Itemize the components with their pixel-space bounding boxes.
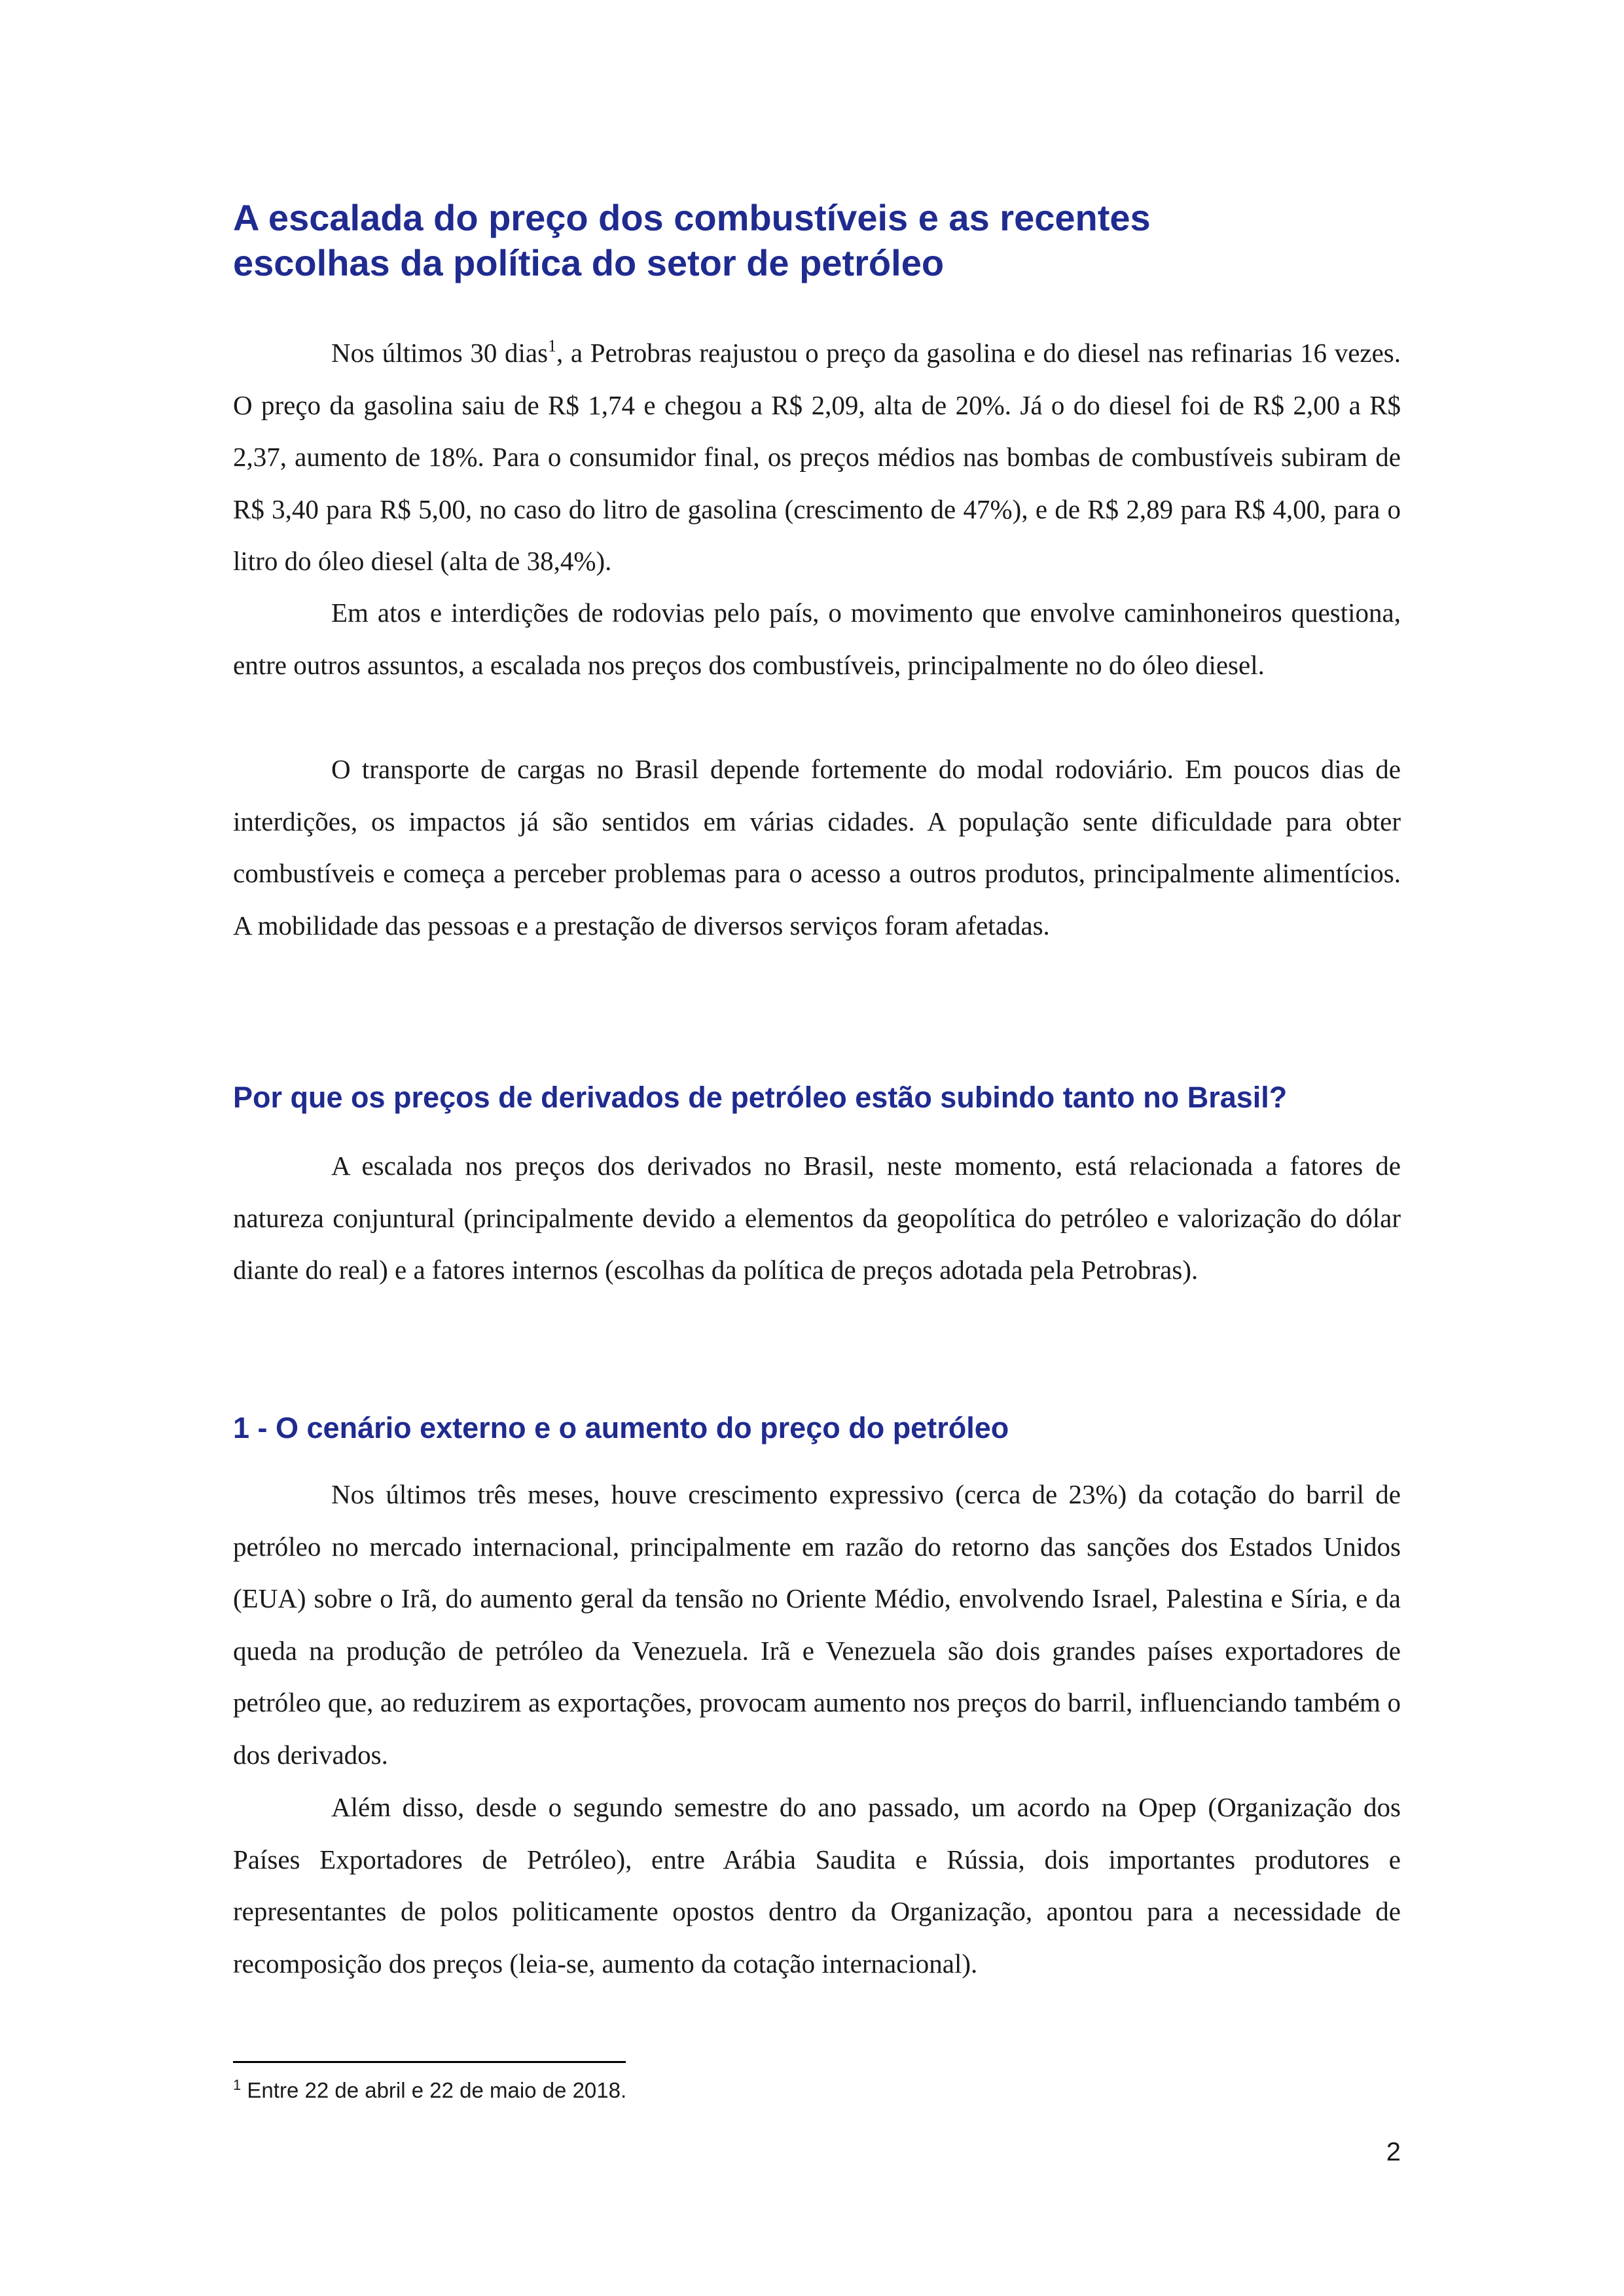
section-heading-external-scenario: 1 - O cenário externo e o aumento do preço do petróleo — [233, 1411, 1009, 1444]
footnote — [233, 2075, 1346, 2106]
section-heading-why-prices-rise: Por que os preços de derivados de petróleo estão subindo tanto no Brasil? — [233, 1081, 1288, 1114]
document-title — [233, 195, 1411, 285]
intro-p1-text-start: Nos últimos 30 dias — [331, 338, 549, 368]
intro-p1-text-end: , a Petrobras reajustou o preço da gasolina e do diesel nas refinarias 16 vezes. O preço da gasolina saiu de R$ 1,74 e chegou a R$ 2,09, alta de 20%. Já o do diesel foi de R$ 2,00 a R$ 2,37, aumento de 18%. Para o consumidor final, os preços médios nas bombas de combustíveis subiram de R$ 3,40 para R$ 5,00, no caso do litro de gasolina (crescimento de 47%), e de R$ 2,89 para R$ 4,00, para o litro do óleo diesel (alta de 38,4%). — [233, 338, 1401, 577]
footnote-number: 1 — [233, 2077, 242, 2093]
footnote-text: Entre 22 de abril e 22 de maio de 2018. — [241, 2078, 627, 2102]
intro-paragraph-1 — [233, 327, 1401, 588]
footnote-reference[interactable]: 1 — [548, 336, 557, 355]
page-number: 2 — [1386, 2138, 1401, 2166]
title-line-2: escolhas da política do setor de petróleo — [233, 242, 945, 283]
section-external-paragraph-1: Nos últimos três meses, houve crescimento expressivo (cerca de 23%) da cotação do barril de petróleo no mercado internacional, principalmente em razão do retorno das sanções dos Estados Unidos (EUA) sobre o Irã, do aumento geral da tensão no Oriente Médio, envolvendo Israel, Palestina e Síria, e da queda na produção de petróleo da Venezuela. Irã e Venezuela são dois grandes países exportadores de petróleo que, ao reduzirem as exportações, provocam aumento nos preços do barril, influenciando também o dos derivados. — [233, 1479, 1401, 1770]
title-line-1: A escalada do preço dos combustíveis e as recentes — [233, 197, 1151, 238]
footnote-separator — [233, 2061, 626, 2063]
section-why-paragraph-1: A escalada nos preços dos derivados no Brasil, neste momento, está relacionada a fatores de natureza conjuntural (principalmente devido a elementos da geopolítica do petróleo e valorização do dólar diante do real) e a fatores internos (escolhas da política de preços adotada pela Petrobras). — [233, 1151, 1401, 1285]
intro-paragraph-2: Em atos e interdições de rodovias pelo país, o movimento que envolve caminhoneiros questiona, entre outros assuntos, a escalada nos preços dos combustíveis, principalmente no do óleo diesel. — [233, 598, 1401, 680]
intro-paragraph-3: O transporte de cargas no Brasil depende fortemente do modal rodoviário. Em poucos dias de interdições, os impactos já são sentidos em várias cidades. A população sente dificuldade para obter combustíveis e começa a perceber problemas para o acesso a outros produtos, principalmente alimentícios. A mobilidade das pessoas e a prestação de diversos serviços foram afetadas. — [233, 754, 1401, 941]
section-external-paragraph-2: Além disso, desde o segundo semestre do ano passado, um acordo na Opep (Organização dos Países Exportadores de Petróleo), entre Arábia Saudita e Rússia, dois importantes produtores e representantes de polos politicamente opostos dentro da Organização, apontou para a necessidade de recomposição dos preços (leia-se, aumento da cotação internacional). — [233, 1792, 1401, 1979]
